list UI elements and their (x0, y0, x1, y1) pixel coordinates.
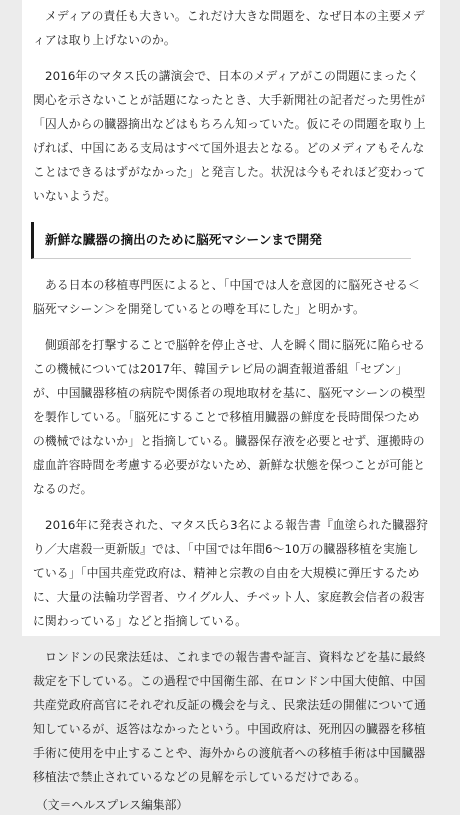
article-paragraph: メディアの責任も大きい。これだけ大きな問題を、なぜ日本の主要メディアは取り上げないのか。 (33, 9, 425, 47)
article-paragraph: 2016年のマタス氏の講演会で、日本のメディアがこの問題にまったく関心を示さないことが話題になったとき、大手新聞社の記者だった男性が「囚人からの臓器摘出などはもちろん知っていた。仮にその問題を取り上げれば、中国にある支局はすべて国外退去となる。どのメディアもそんなことはできるはずがなかった」と発言した。状況は今もそれほど変わっていないようだ。 (33, 69, 426, 203)
article-body (33, 4, 430, 815)
article-paragraph: ロンドンの民衆法廷は、これまでの報告書や証言、資料などを基に最終裁定を下している。この過程で中国衛生部、在ロンドン中国大使館、中国共産党政府高官にそれぞれ反証の機会を与え、民衆法廷の開催について通知しているが、返答はなかったという。中国政府は、死刑囚の臓器を移植手術に使用を中止することや、海外からの渡航者への移植手術は中国臓器移植法で禁止されているなどの見解を示しているだけである。 (33, 650, 427, 784)
author-credit: （文＝ヘルスプレス編集部） (36, 798, 189, 812)
article-paragraph: 側頭部を打撃することで脳幹を停止させ、人を瞬く間に脳死に陥らせるこの機械については2017年、韓国テレビ局の調査報道番組「セブン」が、中国臓器移植の病院や関係者の現地取材を基に、脳死マシーンの模型を製作している。「脳死にすることで移植用臓器の鮮度を長時間保つための機械ではないか」と指摘している。臓器保存液を必要とせず、運搬時の虚血許容時間を考慮する必要がないため、新鮮な状態を保つことが可能となるのだ。 (33, 338, 426, 496)
article-paragraph: 2016年に発表された、マタス氏ら3名による報告書『血塗られた臓器狩り／大虐殺一更新版』では、「中国では年間6～10万の臓器移植を実施している」「中国共産党政府は、精神と宗教の自由を大規模に弾圧するために、大量の法輪功学習者、ウイグル人、チベット人、家庭教会信者の殺害に関わっている」などと指摘している。 (33, 518, 429, 628)
section-heading: 新鮮な臓器の摘出のために脳死マシーンまで開発 (31, 222, 411, 259)
article-paragraph: ある日本の移植専門医によると、「中国では人を意図的に脳死させる＜脳死マシーン＞を開発しているとの噂を耳にした」と明かす。 (33, 278, 420, 316)
